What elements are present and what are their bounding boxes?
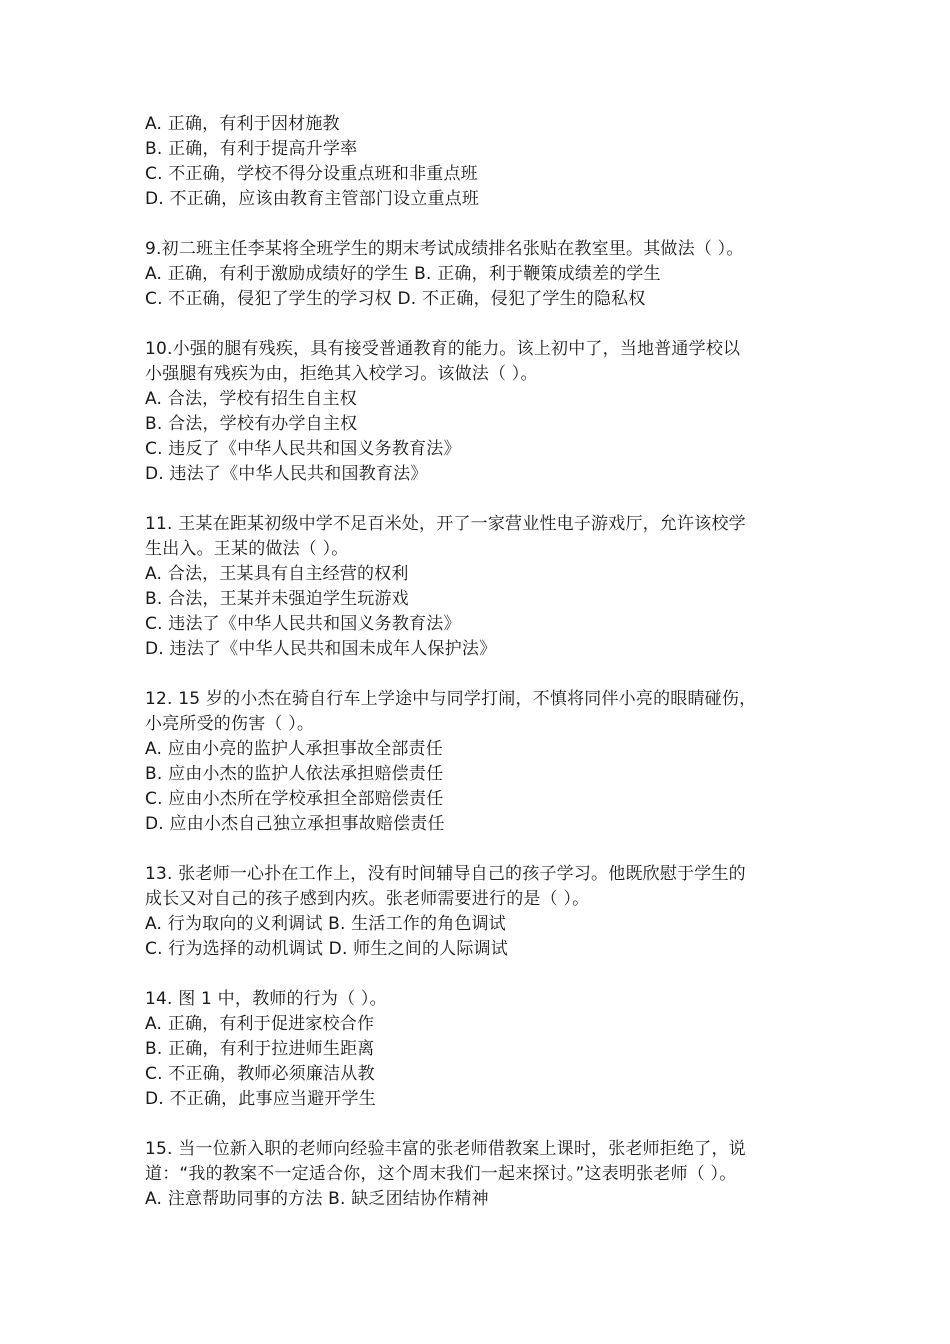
question-9: [145, 237, 815, 312]
option-line: C. 违法了《中华人民共和国义务教育法》: [145, 614, 461, 634]
question-stem: 小强腿有残疾为由，拒绝其入校学习。该做法（ ）。: [145, 364, 538, 384]
option-line: B. 正确，有利于提高升学率: [145, 139, 358, 159]
previous-question-options: [145, 112, 815, 212]
option-line: C. 应由小杰所在学校承担全部赔偿责任: [145, 789, 444, 809]
option-line: C. 不正确，学校不得分设重点班和非重点班: [145, 164, 478, 184]
option-line: D. 违法了《中华人民共和国教育法》: [145, 464, 428, 484]
question-stem: 生出入。王某的做法（ ）。: [145, 539, 349, 559]
question-10: [145, 337, 815, 487]
option-line: C. 不正确，侵犯了学生的学习权 D. 不正确，侵犯了学生的隐私权: [145, 289, 646, 309]
document-page: [145, 112, 815, 1212]
option-line: A. 应由小亮的监护人承担事故全部责任: [145, 739, 443, 759]
question-stem: 10.小强的腿有残疾，具有接受普通教育的能力。该上初中了，当地普通学校以: [145, 339, 741, 359]
option-line: C. 违反了《中华人民共和国义务教育法》: [145, 439, 461, 459]
option-line: A. 合法，王某具有自主经营的权利: [145, 564, 409, 584]
question-stem: 14. 图 1 中，教师的行为（ ）。: [145, 989, 387, 1009]
question-stem: 成长又对自己的孩子感到内疚。张老师需要进行的是（ ）。: [145, 889, 590, 909]
question-stem: 13. 张老师一心扑在工作上，没有时间辅导自己的孩子学习。他既欣慰于学生的: [145, 864, 746, 884]
option-line: B. 合法，王某并未强迫学生玩游戏: [145, 589, 409, 609]
question-stem: 15. 当一位新入职的老师向经验丰富的张老师借教案上课时，张老师拒绝了，说: [145, 1139, 746, 1159]
option-line: A. 正确，有利于激励成绩好的学生 B. 正确，利于鞭策成绩差的学生: [145, 264, 661, 284]
question-stem: 11. 王某在距某初级中学不足百米处，开了一家营业性电子游戏厅，允许该校学: [145, 514, 746, 534]
question-15: [145, 1137, 815, 1212]
option-line: A. 正确，有利于因材施教: [145, 114, 340, 134]
option-line: D. 违法了《中华人民共和国未成年人保护法》: [145, 639, 497, 659]
question-stem: 12. 15 岁的小杰在骑自行车上学途中与同学打闹，不慎将同伴小亮的眼睛碰伤，: [145, 689, 757, 709]
option-line: C. 行为选择的动机调试 D. 师生之间的人际调试: [145, 939, 508, 959]
question-stem: 9.初二班主任李某将全班学生的期末考试成绩排名张贴在教室里。其做法（ ）。: [145, 239, 744, 259]
option-line: A. 注意帮助同事的方法 B. 缺乏团结协作精神: [145, 1189, 489, 1209]
option-line: A. 正确，有利于促进家校合作: [145, 1014, 375, 1034]
option-line: D. 不正确，此事应当避开学生: [145, 1089, 376, 1109]
option-line: B. 应由小杰的监护人依法承担赔偿责任: [145, 764, 444, 784]
question-stem: 道：“我的教案不一定适合你，这个周末我们一起来探讨。”这表明张老师（ ）。: [145, 1164, 737, 1184]
option-line: D. 应由小杰自己独立承担事故赔偿责任: [145, 814, 445, 834]
option-line: B. 正确，有利于拉进师生距离: [145, 1039, 375, 1059]
question-12: [145, 687, 815, 837]
option-line: C. 不正确，教师必须廉洁从教: [145, 1064, 375, 1084]
question-stem: 小亮所受的伤害（ ）。: [145, 714, 315, 734]
question-14: [145, 987, 815, 1112]
question-13: [145, 862, 815, 962]
question-11: [145, 512, 815, 662]
option-line: D. 不正确，应该由教育主管部门设立重点班: [145, 189, 480, 209]
option-line: A. 行为取向的义利调试 B. 生活工作的角色调试: [145, 914, 507, 934]
option-line: B. 合法，学校有办学自主权: [145, 414, 358, 434]
option-line: A. 合法，学校有招生自主权: [145, 389, 357, 409]
